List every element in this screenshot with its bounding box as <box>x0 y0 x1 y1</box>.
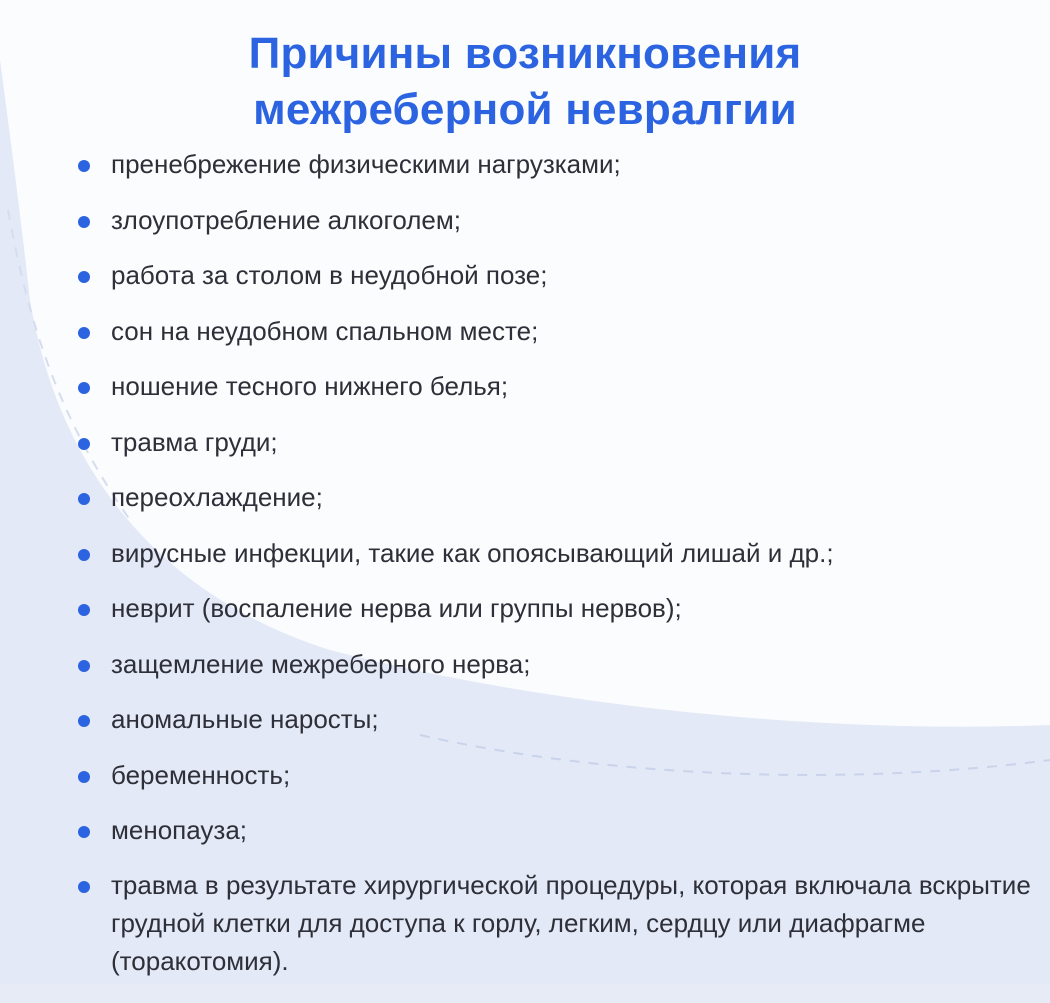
bullet-icon <box>78 715 90 727</box>
bullet-icon <box>78 327 90 339</box>
list-item <box>76 426 1036 458</box>
list-item <box>76 315 1036 347</box>
list-item <box>76 866 1036 980</box>
bullet-icon <box>78 438 90 450</box>
bullet-icon <box>78 826 90 838</box>
list-item <box>76 259 1036 291</box>
list-item <box>76 204 1036 236</box>
bullet-icon <box>78 493 90 505</box>
bullet-icon <box>78 549 90 561</box>
list-item-text: работа за столом в неудобной позе; <box>111 260 548 290</box>
bullet-icon <box>78 216 90 228</box>
list-item <box>76 481 1036 513</box>
list-item <box>76 537 1036 569</box>
bullet-icon <box>78 382 90 394</box>
list-item-text: ношение тесного нижнего белья; <box>111 371 509 401</box>
list-item-text: неврит (воспаление нерва или группы нервов); <box>111 593 682 623</box>
list-item <box>76 648 1036 680</box>
list-item-text: переохлаждение; <box>111 482 323 512</box>
bullet-icon <box>78 160 90 172</box>
title-line-1: Причины возникновения <box>248 29 802 78</box>
list-item <box>76 814 1036 846</box>
list-item <box>76 759 1036 791</box>
list-item <box>76 370 1036 402</box>
list-item-text: беременность; <box>111 759 291 790</box>
list-item-text: защемление межреберного нерва; <box>111 648 531 679</box>
list-item <box>76 592 1036 624</box>
list-item-text: травма груди; <box>111 426 278 457</box>
page-title <box>0 26 1050 138</box>
list-item-text: сон на неудобном спальном месте; <box>111 315 539 346</box>
list-item <box>76 703 1036 735</box>
list-item-text: пренебрежение физическими нагрузками; <box>111 149 621 179</box>
list-item-text: менопауза; <box>111 815 248 845</box>
bullet-icon <box>78 271 90 283</box>
causes-list <box>76 148 1036 1003</box>
bullet-icon <box>78 771 90 783</box>
bullet-icon <box>78 604 90 616</box>
title-line-2: межреберной невралгии <box>253 85 797 134</box>
bullet-icon <box>78 881 90 893</box>
list-item-text: аномальные наросты; <box>111 704 379 734</box>
list-item <box>76 148 1036 180</box>
list-item-text: злоупотребление алкоголем; <box>111 204 461 235</box>
list-item-text: травма в результате хирургической процедуры, которая включала вскрытие грудной клетки для доступа к горлу, легким, сердцу или диафрагме (торакотомия). <box>111 869 1031 976</box>
list-item-text: вирусные инфекции, такие как опоясывающий лишай и др.; <box>111 537 834 568</box>
bullet-icon <box>78 660 90 672</box>
